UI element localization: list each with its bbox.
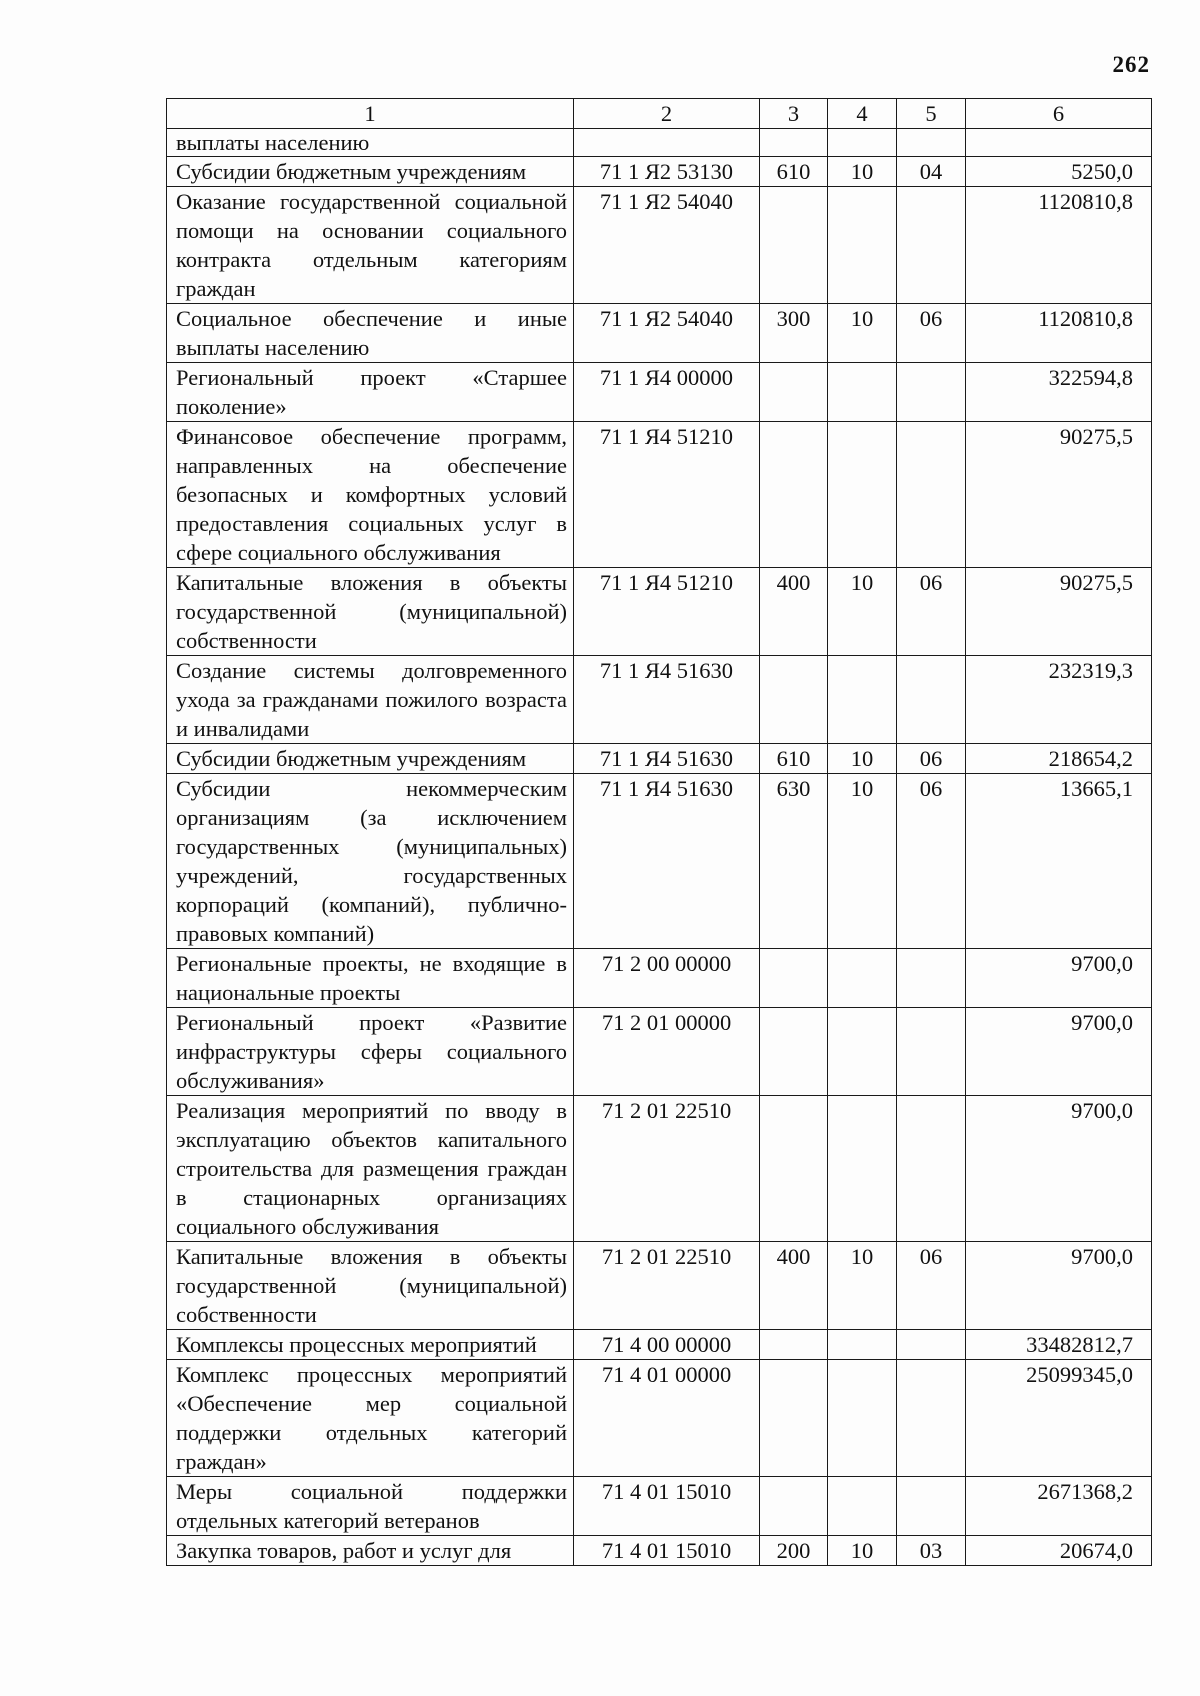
table-row [167,1096,1152,1242]
section-cell: 10 [828,744,897,774]
expense-type-cell [760,949,828,1008]
subsection-cell [897,187,966,304]
expense-type-cell [760,1008,828,1096]
item-name-cell: Оказание государственной социальной помощи на основании социального контракта отдельным категориям граждан [167,187,574,304]
table-row [167,1330,1152,1360]
amount-cell: 218654,2 [966,744,1152,774]
section-cell: 10 [828,568,897,656]
table-row [167,656,1152,744]
amount-cell: 90275,5 [966,568,1152,656]
amount-cell: 20674,0 [966,1536,1152,1566]
table-row [167,187,1152,304]
expense-type-cell: 630 [760,774,828,949]
item-name-cell: Комплексы процессных мероприятий [167,1330,574,1360]
budget-table [166,98,1152,1566]
target-code-cell: 71 1 Я2 54040 [574,304,760,363]
amount-cell: 90275,5 [966,422,1152,568]
target-code-cell: 71 2 01 22510 [574,1242,760,1330]
amount-cell: 9700,0 [966,949,1152,1008]
amount-cell: 5250,0 [966,157,1152,187]
section-cell [828,949,897,1008]
header-cell: 6 [966,99,1152,129]
subsection-cell [897,1360,966,1477]
amount-cell: 25099345,0 [966,1360,1152,1477]
subsection-cell: 06 [897,304,966,363]
subsection-cell [897,1096,966,1242]
table-row [167,744,1152,774]
table-row [167,1536,1152,1566]
section-cell: 10 [828,774,897,949]
subsection-cell: 03 [897,1536,966,1566]
expense-type-cell [760,1096,828,1242]
target-code-cell: 71 2 01 00000 [574,1008,760,1096]
target-code-cell: 71 4 01 15010 [574,1477,760,1536]
header-cell: 1 [167,99,574,129]
subsection-cell: 06 [897,1242,966,1330]
section-cell: 10 [828,1242,897,1330]
target-code-cell: 71 1 Я2 54040 [574,187,760,304]
subsection-cell [897,422,966,568]
item-name-cell: Капитальные вложения в объекты государственной (муниципальной) собственности [167,568,574,656]
header-cell: 5 [897,99,966,129]
item-name-cell: Региональный проект «Развитие инфраструктуры сферы социального обслуживания» [167,1008,574,1096]
amount-cell: 1120810,8 [966,187,1152,304]
section-cell [828,1330,897,1360]
amount-cell: 9700,0 [966,1242,1152,1330]
target-code-cell: 71 1 Я4 51630 [574,744,760,774]
item-name-cell: Создание системы долговременного ухода за гражданами пожилого возраста и инвалидами [167,656,574,744]
expense-type-cell [760,1360,828,1477]
subsection-cell: 06 [897,568,966,656]
item-name-cell: Реализация мероприятий по вводу в эксплуатацию объектов капитального строительства для размещения граждан в стационарных организациях социального обслуживания [167,1096,574,1242]
expense-type-cell [760,1330,828,1360]
table-body [167,129,1152,1566]
item-name-cell: Субсидии некоммерческим организациям (за исключением государственных (муниципальных) учреждений, государственных корпораций (компаний), публично-правовых компаний) [167,774,574,949]
section-cell [828,656,897,744]
target-code-cell: 71 4 01 00000 [574,1360,760,1477]
section-cell [828,1096,897,1242]
subsection-cell [897,363,966,422]
subsection-cell [897,949,966,1008]
target-code-cell: 71 4 00 00000 [574,1330,760,1360]
item-name-cell: Комплекс процессных мероприятий «Обеспечение мер социальной поддержки отдельных категорий граждан» [167,1360,574,1477]
amount-cell [966,129,1152,157]
expense-type-cell [760,656,828,744]
expense-type-cell [760,129,828,157]
section-cell [828,129,897,157]
subsection-cell [897,1477,966,1536]
subsection-cell [897,129,966,157]
table-header-row [167,99,1152,129]
table-row [167,774,1152,949]
target-code-cell: 71 2 00 00000 [574,949,760,1008]
table-row [167,949,1152,1008]
expense-type-cell [760,1477,828,1536]
section-cell: 10 [828,157,897,187]
header-cell: 4 [828,99,897,129]
target-code-cell: 71 4 01 15010 [574,1536,760,1566]
section-cell: 10 [828,1536,897,1566]
expense-type-cell [760,422,828,568]
target-code-cell: 71 1 Я4 51210 [574,422,760,568]
target-code-cell: 71 1 Я4 00000 [574,363,760,422]
amount-cell: 322594,8 [966,363,1152,422]
section-cell [828,1477,897,1536]
table-row [167,422,1152,568]
table-row [167,1008,1152,1096]
amount-cell: 1120810,8 [966,304,1152,363]
item-name-cell: Субсидии бюджетным учреждениям [167,157,574,187]
subsection-cell [897,1330,966,1360]
target-code-cell: 71 2 01 22510 [574,1096,760,1242]
expense-type-cell: 300 [760,304,828,363]
target-code-cell: 71 1 Я2 53130 [574,157,760,187]
amount-cell: 33482812,7 [966,1330,1152,1360]
header-cell: 2 [574,99,760,129]
section-cell [828,363,897,422]
table-row [167,304,1152,363]
page-number: 262 [1112,52,1150,77]
item-name-cell: Капитальные вложения в объекты государственной (муниципальной) собственности [167,1242,574,1330]
item-name-cell: Субсидии бюджетным учреждениям [167,744,574,774]
item-name-cell: Финансовое обеспечение программ, направленных на обеспечение безопасных и комфортных условий предоставления социальных услуг в сфере социального обслуживания [167,422,574,568]
item-name-cell: Меры социальной поддержки отдельных категорий ветеранов [167,1477,574,1536]
subsection-cell: 06 [897,744,966,774]
section-cell [828,187,897,304]
amount-cell: 2671368,2 [966,1477,1152,1536]
item-name-cell: Региональные проекты, не входящие в национальные проекты [167,949,574,1008]
expense-type-cell: 400 [760,1242,828,1330]
item-name-cell: Социальное обеспечение и иные выплаты населению [167,304,574,363]
expense-type-cell [760,187,828,304]
item-name-cell: Закупка товаров, работ и услуг для [167,1536,574,1566]
item-name-cell: Региональный проект «Старшее поколение» [167,363,574,422]
section-cell [828,1360,897,1477]
table-row [167,129,1152,157]
amount-cell: 232319,3 [966,656,1152,744]
table-row [167,1360,1152,1477]
amount-cell: 13665,1 [966,774,1152,949]
header-cell: 3 [760,99,828,129]
amount-cell: 9700,0 [966,1096,1152,1242]
subsection-cell [897,1008,966,1096]
table-row [167,1242,1152,1330]
table-row [167,157,1152,187]
section-cell [828,1008,897,1096]
table-row [167,1477,1152,1536]
expense-type-cell: 610 [760,157,828,187]
table-row [167,568,1152,656]
target-code-cell [574,129,760,157]
target-code-cell: 71 1 Я4 51630 [574,656,760,744]
expense-type-cell: 200 [760,1536,828,1566]
section-cell [828,422,897,568]
amount-cell: 9700,0 [966,1008,1152,1096]
expense-type-cell: 610 [760,744,828,774]
subsection-cell [897,656,966,744]
subsection-cell: 04 [897,157,966,187]
section-cell: 10 [828,304,897,363]
target-code-cell: 71 1 Я4 51630 [574,774,760,949]
expense-type-cell [760,363,828,422]
expense-type-cell: 400 [760,568,828,656]
item-name-cell: выплаты населению [167,129,574,157]
subsection-cell: 06 [897,774,966,949]
table-row [167,363,1152,422]
target-code-cell: 71 1 Я4 51210 [574,568,760,656]
